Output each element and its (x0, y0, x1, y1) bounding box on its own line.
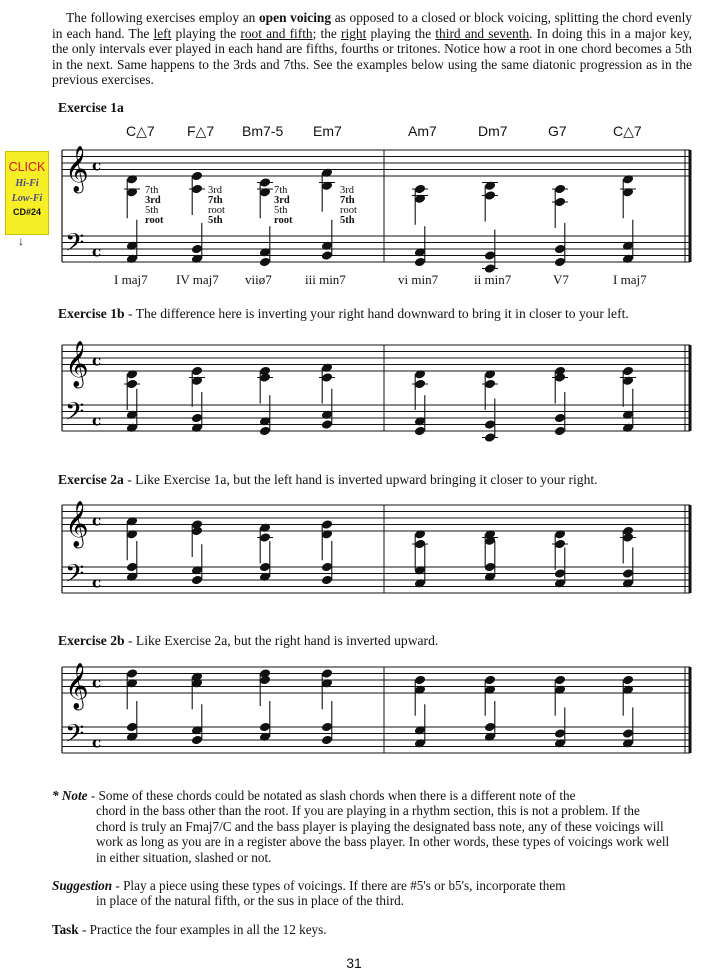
exercise-1a-title: Exercise 1a (58, 100, 124, 115)
note-section: * Note - Some of these chords could be notated as slash chords when there is a different note of the chord in the bass other than the root. If you are playing in a rhythm section, this is not a problem. If the chord is truly an Fmaj7/C and the bass player is playing the designated bass note, any of these voicings will work as long as you are in a register above the bass player. In other words, these types of voicings work well in either situation, slashed or not. (52, 788, 670, 865)
interval-annotation: 3rd 7th root 5th (208, 185, 225, 226)
suggestion-section: Suggestion - Play a piece using these types of voicings. If there are #5's or b5's, incorporate them in place of the natural fifth, or the sus in place of the third. (52, 878, 566, 909)
common-time-icon: c (92, 242, 102, 261)
bass-clef-icon: 𝄢 (65, 397, 85, 433)
roman-numeral: vi min7 (398, 272, 439, 287)
roman-numeral: IV maj7 (176, 272, 219, 287)
intro-bold: open voicing (258, 10, 332, 25)
interval-annotation: 7th 3rd 5th root (145, 185, 164, 226)
common-time-icon: c (92, 733, 102, 752)
exercise-2b-title: Exercise 2b - Like Exercise 2a, but the right hand is inverted upward. (58, 633, 439, 648)
hifi-link[interactable]: Hi-Fi (15, 178, 39, 189)
common-time-icon: c (92, 511, 102, 530)
exercise-1b-title: Exercise 1b - The difference here is inverting your right hand downward to bring it in closer to your left. (58, 306, 629, 321)
common-time-icon: c (92, 673, 102, 692)
chord-symbol: G7 (548, 123, 567, 139)
common-time-icon: c (92, 156, 102, 175)
chord-symbol: C△7 (613, 123, 642, 139)
intro-paragraph: The following exercises employ an open voicing as opposed to a closed or block voicing, splitting the chord evenly in each hand. The left playing the root and fifth; the right playing the third and seventh. In doing this in a major key, the only intervals ever played in each hand are fifths, fourths or tritones. Notice how a root in one chord becomes a 5th in the next. Same happens to the 3rds and 7ths. See the examples below using the same diatonic progression as in the previous exercises. (52, 10, 692, 88)
treble-clef-icon: 𝄞 (65, 341, 89, 387)
task-section: Task - Practice the four examples in all the 12 keys. (52, 922, 327, 937)
roman-numeral: I maj7 (114, 272, 148, 287)
cd-track-label: CD#24 (12, 207, 41, 217)
chord-symbol: Em7 (313, 123, 342, 139)
exercise-2a-title: Exercise 2a - Like Exercise 1a, but the left hand is inverted upward bringing it closer to your right. (58, 472, 598, 487)
chord-symbol: F△7 (187, 123, 215, 139)
interval-annotation: 3rd 7th root 5th (340, 185, 357, 226)
treble-clef-icon: 𝄞 (65, 663, 89, 709)
chord-symbol: Bm7-5 (242, 123, 284, 139)
chord-symbol: Am7 (408, 123, 437, 139)
treble-clef-icon: 𝄞 (65, 501, 89, 547)
roman-numeral: I maj7 (613, 272, 647, 287)
down-arrow-icon: ↓ (18, 234, 24, 248)
roman-numeral: ii min7 (474, 272, 512, 287)
common-time-icon: c (92, 411, 102, 430)
page-number: 31 (346, 955, 362, 971)
roman-numeral: iii min7 (305, 272, 346, 287)
treble-clef-icon: 𝄞 (65, 146, 89, 192)
bass-clef-icon: 𝄢 (65, 228, 85, 264)
bass-clef-icon: 𝄢 (65, 559, 85, 595)
chord-symbol: C△7 (126, 123, 155, 139)
interval-annotation: 7th 3rd 5th root (274, 185, 293, 226)
bass-clef-icon: 𝄢 (65, 719, 85, 755)
click-label[interactable]: CLICK (8, 160, 46, 174)
lofi-link[interactable]: Low-Fi (11, 193, 43, 204)
common-time-icon: c (92, 351, 102, 370)
chord-symbol: Dm7 (478, 123, 508, 139)
common-time-icon: c (92, 573, 102, 592)
roman-numeral: viiø7 (245, 272, 272, 287)
roman-numeral: V7 (553, 272, 569, 287)
